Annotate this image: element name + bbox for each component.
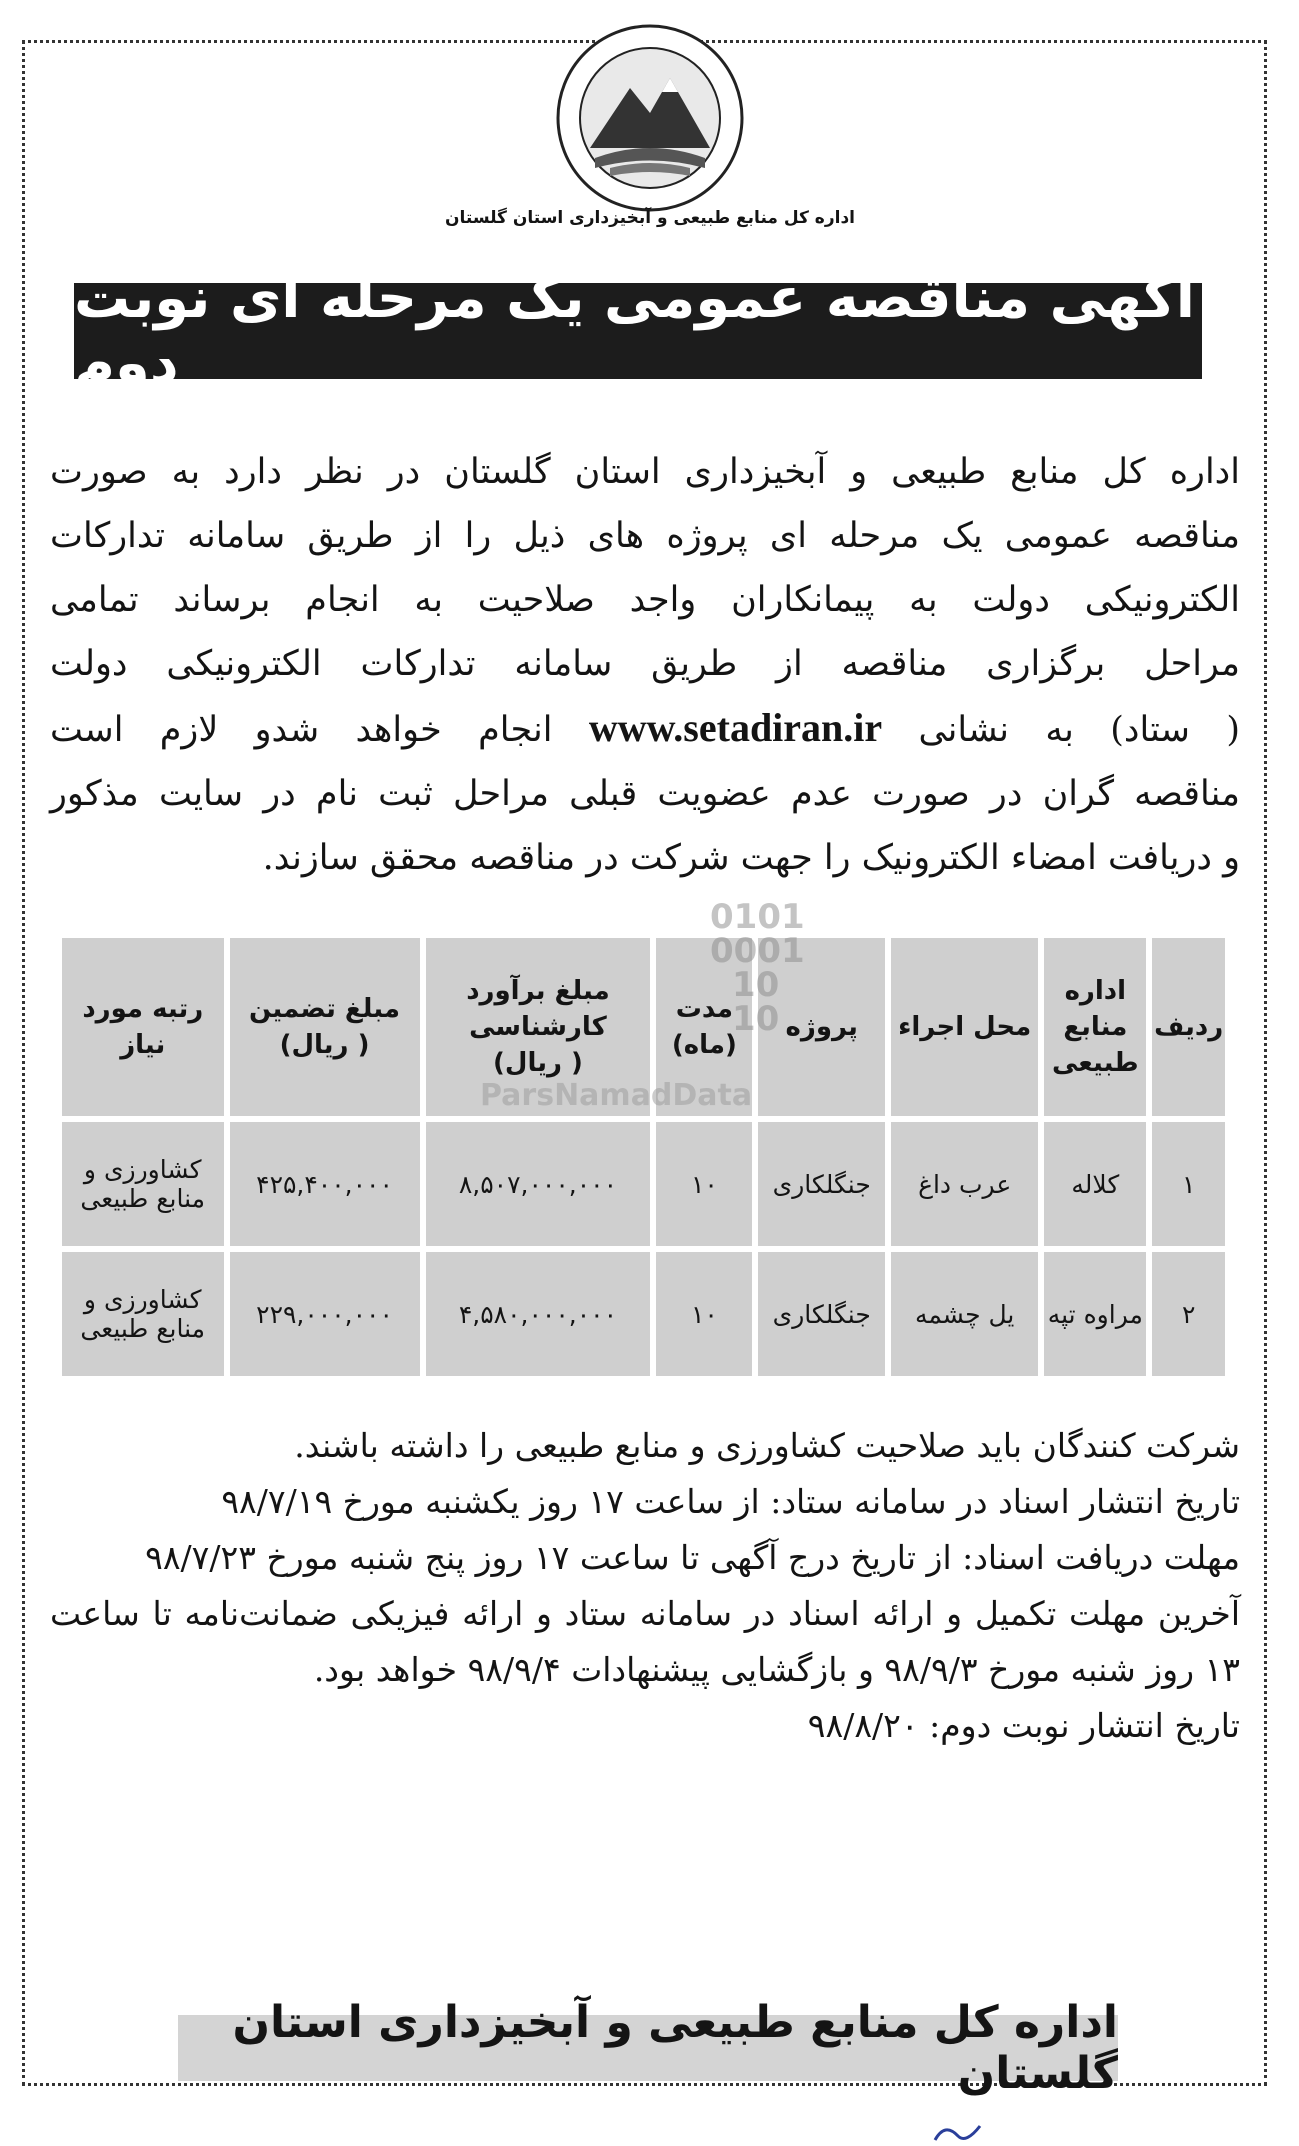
second-publish-date: تاریخ انتشار نوبت دوم: ۹۸/۸/۲۰	[807, 1706, 1240, 1745]
cell-location: یل چشمه	[891, 1252, 1038, 1376]
watermark-digits: 0101	[710, 897, 805, 937]
cell-grade-text: کشاورزی و	[83, 1285, 202, 1314]
final-deadline: آخرین مهلت تکمیل و ارائه اسناد در سامانه ستاد و ارائه فیزیکی ضمانت‌نامه تا ساعت ۱۳ روز شنبه مورخ ۹۸/۹/۳ و بازگشایی پیشنهادات ۹۸/۹/۴ خواهد بود.	[50, 1594, 1240, 1689]
intro-line: مراحل برگزاری مناقصه از طریق سامانه تدارکات الکترونیکی دولت	[50, 644, 1240, 684]
header-guarantee	[230, 938, 420, 1116]
footer-org-name: اداره کل منابع طبیعی و آبخیزداری استان گلستان	[178, 2015, 1118, 2081]
header-estimate-text: کارشناسی	[469, 1012, 607, 1042]
header-grade	[62, 938, 224, 1116]
header-office-text: منابع	[1063, 1012, 1128, 1042]
intro-paragraph	[50, 440, 1240, 890]
organization-logo	[550, 18, 750, 218]
header-duration-text: (ماه)	[671, 1030, 737, 1060]
cell-row-number: ۱	[1152, 1122, 1225, 1246]
header-estimate-text: مبلغ برآورد	[466, 976, 610, 1006]
cell-office: مراوه تپه	[1044, 1252, 1146, 1376]
cell-estimate: ۴,۵۸۰,۰۰۰,۰۰۰	[426, 1252, 651, 1376]
watermark-digits: 0001	[710, 931, 805, 971]
cell-office: کلاله	[1044, 1122, 1146, 1246]
header-office-text: اداره	[1064, 976, 1127, 1006]
qualification-note: شرکت کنندگان باید صلاحیت کشاورزی و منابع طبیعی را داشته باشند.	[294, 1426, 1240, 1465]
intro-line: اداره کل منابع طبیعی و آبخیزداری استان گلستان در نظر دارد به صورت	[50, 452, 1240, 492]
cell-grade-text: کشاورزی و	[83, 1155, 202, 1184]
cell-guarantee: ۲۲۹,۰۰۰,۰۰۰	[230, 1252, 420, 1376]
intro-text: انجام خواهد شدو لازم است	[50, 710, 553, 750]
cell-location: عرب داغ	[891, 1122, 1038, 1246]
intro-line: مناقصه گران در صورت عدم عضویت قبلی مراحل ثبت نام در سایت مذکور	[50, 774, 1240, 814]
cell-grade	[62, 1122, 224, 1246]
cell-duration: ۱۰	[656, 1122, 752, 1246]
header-org-name: اداره کل منابع طبیعی و آبخیزداری استان گلستان	[444, 208, 856, 228]
header-location: محل اجراء	[891, 938, 1038, 1116]
cell-estimate: ۸,۵۰۷,۰۰۰,۰۰۰	[426, 1122, 651, 1246]
header-row-number: ردیف	[1152, 938, 1225, 1116]
parsnamad-watermark	[470, 880, 850, 1220]
cell-project: جنگلکاری	[758, 1122, 885, 1246]
intro-line: الکترونیکی دولت به پیمانکاران واجد صلاحیت به انجام برساند تمامی	[50, 580, 1240, 620]
cell-grade-text: منابع طبیعی	[80, 1314, 206, 1343]
cell-grade-text: منابع طبیعی	[80, 1184, 206, 1213]
watermark-digits: 10	[732, 999, 780, 1039]
cell-row-number: ۲	[1152, 1252, 1225, 1376]
details-section	[50, 1418, 1240, 1754]
watermark-brand: ParsNamadData	[480, 1078, 753, 1113]
notice-title: آگهی مناقصه عمومی یک مرحله ای نوبت دوم	[74, 283, 1202, 379]
cell-project: جنگلکاری	[758, 1252, 885, 1376]
header-project: پروژه	[758, 938, 885, 1116]
header-office	[1044, 938, 1146, 1116]
header-office-text: طبیعی	[1051, 1048, 1139, 1078]
signature-mark	[930, 2118, 990, 2146]
cell-duration: ۱۰	[656, 1252, 752, 1376]
watermark-digits: 10	[732, 965, 780, 1005]
header-estimate-text: ( ریال)	[493, 1048, 583, 1078]
header-grade-text: نیاز	[120, 1030, 166, 1060]
cell-grade	[62, 1252, 224, 1376]
intro-line: مناقصه عمومی یک مرحله ای پروژه های ذیل را از طریق سامانه تدارکات	[50, 516, 1240, 556]
intro-line-with-url	[50, 696, 1240, 762]
table-row	[62, 1252, 1225, 1376]
header-guarantee-text: مبلغ تضمین	[249, 994, 400, 1024]
publish-docs-date: تاریخ انتشار اسناد در سامانه ستاد: از ساعت ۱۷ روز یکشنبه مورخ ۹۸/۷/۱۹	[221, 1482, 1240, 1521]
header-grade-text: رتبه مورد	[82, 994, 204, 1024]
header-guarantee-text: ( ریال)	[279, 1030, 370, 1060]
header-duration-text: مدت	[675, 994, 733, 1024]
intro-line: و دریافت امضاء الکترونیک را جهت شرکت در مناقصه محقق سازند.	[262, 838, 1240, 878]
intro-text: ( ستاد) به نشانی	[918, 710, 1240, 750]
setad-url-link[interactable]: www.setadiran.ir	[588, 705, 883, 750]
receive-deadline: مهلت دریافت اسناد: از تاریخ درج آگهی تا ساعت ۱۷ روز پنج شنبه مورخ ۹۸/۷/۲۳	[145, 1538, 1240, 1577]
cell-guarantee: ۴۲۵,۴۰۰,۰۰۰	[230, 1122, 420, 1246]
